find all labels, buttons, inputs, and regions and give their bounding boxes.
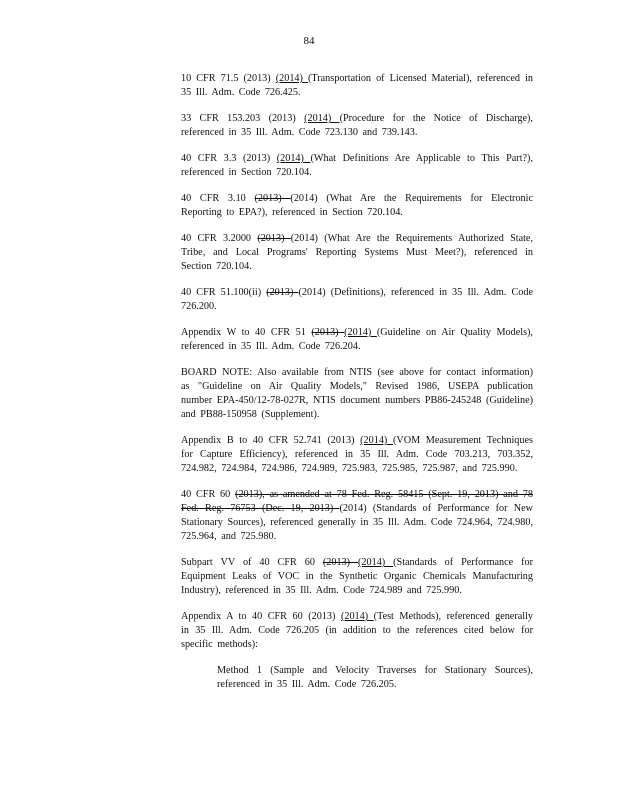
inserted-text: (2014) bbox=[360, 435, 393, 446]
deleted-text: (2013), as amended at 78 Fed. Reg. 58415 (Sept. 19, 2013) and 78 Fed. Reg. 76753 (Dec. 19, 2013) bbox=[181, 489, 533, 514]
inserted-text: (2014) bbox=[358, 557, 394, 568]
text-run: Appendix W to 40 CFR 51 bbox=[181, 327, 312, 338]
text-run: Appendix A to 40 CFR 60 (2013) bbox=[181, 611, 341, 622]
text-run: BOARD NOTE: Also available from NTIS (see above for contact information) as "Guideline on Air Quality Models," Revised 1986, USEPA publication number EPA-450/12-78-027R, NTIS document numbers PB86-245248 (Guideline) and PB88-150958 (Supplement). bbox=[181, 367, 533, 420]
text-run: (2014) (Standards of Performance for New Stationary Sources), referenced generally in 35 Ill. Adm. Code 724.964, 724.980, 725.964, and 725.980. bbox=[181, 503, 533, 542]
reference-paragraph bbox=[181, 72, 533, 100]
reference-paragraph bbox=[181, 488, 533, 544]
inserted-text: (2014) bbox=[276, 153, 311, 164]
text-run: (2014) (What Are the Requirements Authorized State, Tribe, and Local Programs' Reporting Systems Must Meet?), referenced in Section 720.104. bbox=[181, 233, 533, 272]
deleted-text: (2013) bbox=[254, 193, 291, 204]
text-run: Appendix B to 40 CFR 52.741 (2013) bbox=[181, 435, 361, 446]
text-run: (2014) (Definitions), referenced in 35 Ill. Adm. Code 726.200. bbox=[181, 287, 533, 312]
deleted-text: (2013) bbox=[322, 557, 359, 568]
text-run: 40 CFR 60 bbox=[181, 489, 236, 500]
text-run: 10 CFR 71.5 (2013) bbox=[181, 73, 276, 84]
deleted-text: (2013) bbox=[257, 233, 291, 244]
deleted-text: (2013) bbox=[311, 327, 345, 338]
text-run: (Procedure for the Notice of Discharge), referenced in 35 Ill. Adm. Code 723.130 and 739.143. bbox=[181, 113, 533, 138]
reference-paragraph bbox=[181, 366, 533, 422]
reference-paragraph bbox=[181, 112, 533, 140]
reference-paragraph bbox=[181, 192, 533, 220]
reference-paragraph bbox=[181, 434, 533, 476]
inserted-text: (2014) bbox=[340, 611, 374, 622]
deleted-text: (2013) bbox=[266, 287, 299, 298]
text-run: Method 1 (Sample and Velocity Traverses for Stationary Sources), referenced in 35 Ill. Adm. Code 726.205. bbox=[217, 665, 533, 690]
text-run: (Standards of Performance for Equipment Leaks of VOC in the Synthetic Organic Chemicals Manufacturing Industry), referenced in 35 Ill. Adm. Code 724.989 and 725.990. bbox=[181, 557, 533, 596]
reference-paragraph bbox=[181, 232, 533, 274]
text-run: (2014) (What Are the Requirements for Electronic Reporting to EPA?), referenced in Section 720.104. bbox=[181, 193, 533, 218]
text-run: (Guideline on Air Quality Models), referenced in 35 Ill. Adm. Code 726.204. bbox=[181, 327, 533, 352]
reference-paragraph bbox=[181, 286, 533, 314]
text-run: (Test Methods), referenced generally in 35 Ill. Adm. Code 726.205 (in addition to the references cited below for specific methods): bbox=[181, 611, 533, 650]
reference-paragraph bbox=[181, 152, 533, 180]
reference-paragraph bbox=[181, 326, 533, 354]
reference-list bbox=[181, 72, 533, 704]
text-run: Subpart VV of 40 CFR 60 bbox=[181, 557, 323, 568]
inserted-text: (2014) bbox=[275, 73, 308, 84]
reference-paragraph bbox=[181, 610, 533, 652]
text-run: (What Definitions Are Applicable to This Part?), referenced in Section 720.104. bbox=[181, 153, 533, 178]
inserted-text: (2014) bbox=[344, 327, 377, 338]
text-run: (Transportation of Licensed Material), referenced in 35 Ill. Adm. Code 726.425. bbox=[181, 73, 533, 98]
text-run: 40 CFR 3.2000 bbox=[181, 233, 258, 244]
page-number: 84 bbox=[303, 35, 315, 47]
inserted-text: (2014) bbox=[304, 113, 340, 124]
text-run: 40 CFR 51.100(ii) bbox=[181, 287, 267, 298]
reference-paragraph bbox=[217, 664, 533, 692]
text-run: 40 CFR 3.3 (2013) bbox=[181, 153, 277, 164]
reference-paragraph bbox=[181, 556, 533, 598]
text-run: 40 CFR 3.10 bbox=[181, 193, 255, 204]
text-run: (VOM Measurement Techniques for Capture Efficiency), referenced in 35 Ill. Adm. Code 703.213, 703.352, 724.982, 724.984, 724.986, 724.989, 725.983, 725.985, 725.987, and 725.990. bbox=[181, 435, 533, 474]
text-run: 33 CFR 153.203 (2013) bbox=[181, 113, 305, 124]
